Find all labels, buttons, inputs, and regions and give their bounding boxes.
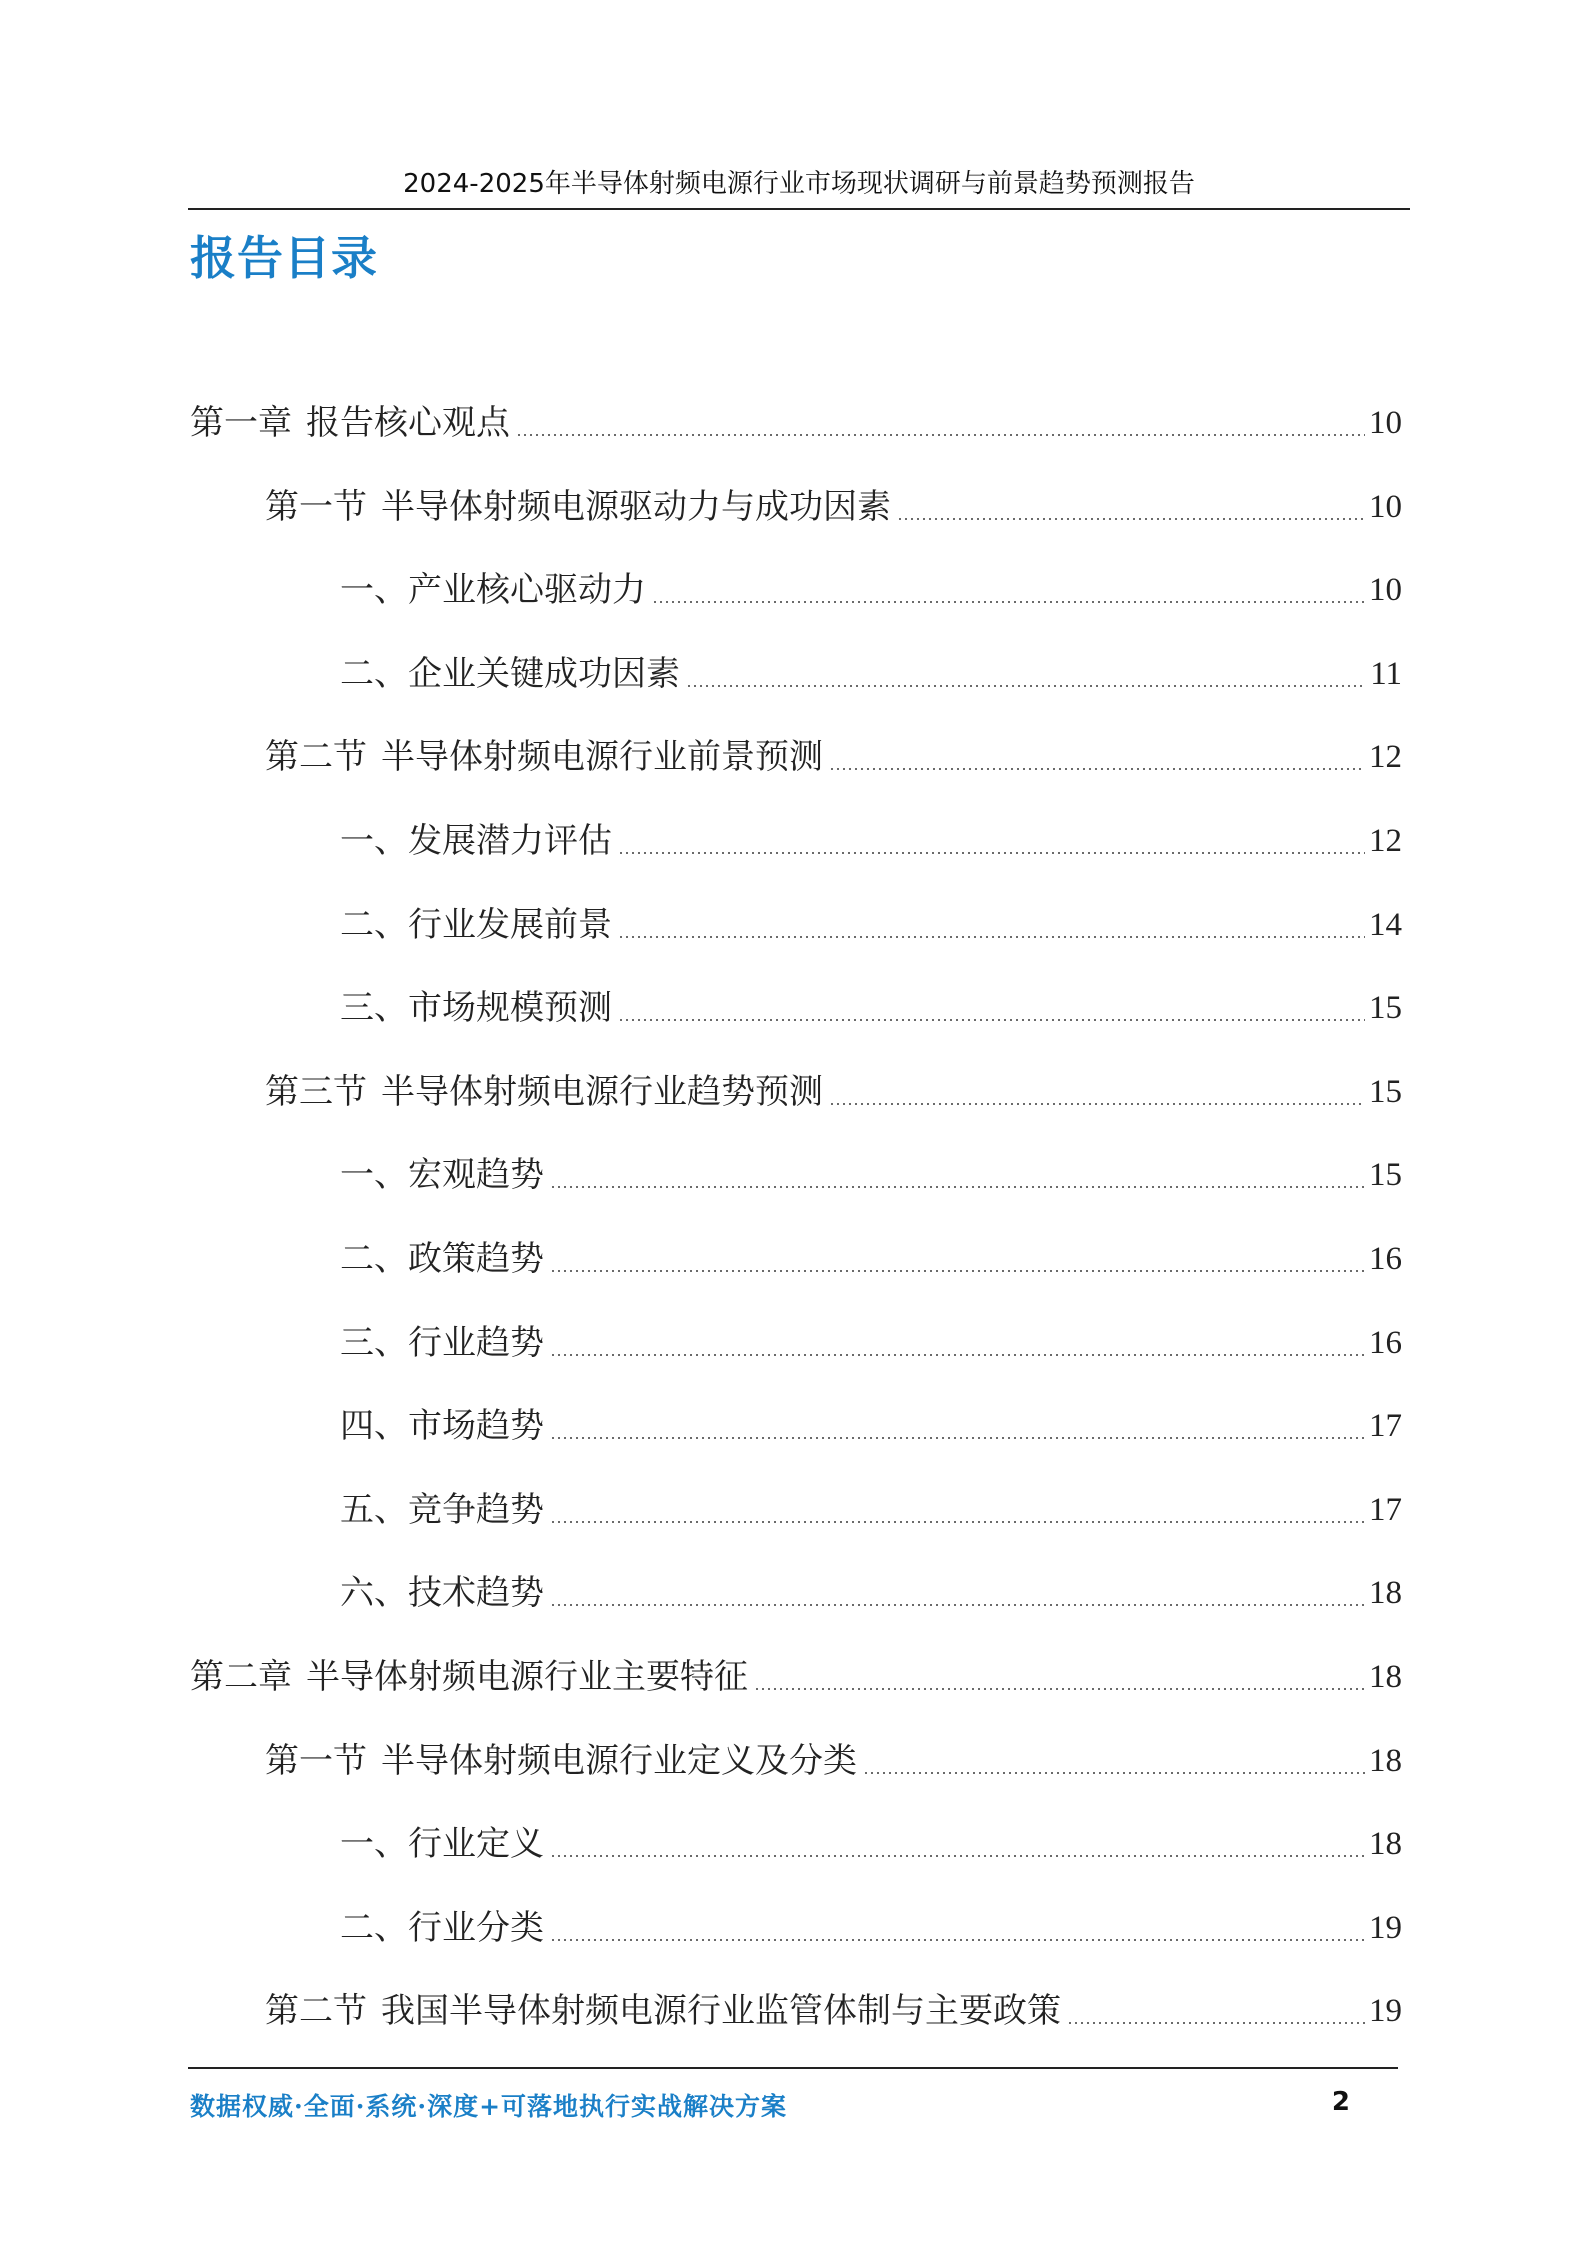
toc-entry-label (265, 1736, 857, 1786)
toc-entry-level-1[interactable] (190, 1652, 1402, 1702)
toc-entry-number: 第二节 (265, 1991, 367, 2031)
toc-entry-label (265, 1067, 823, 1117)
toc-entry-label (340, 1401, 544, 1451)
toc-entry-page: 12 (1369, 739, 1402, 775)
toc-dot-leader (652, 601, 1365, 603)
toc-entry-page: 19 (1369, 1993, 1402, 2029)
toc-dot-leader (550, 1855, 1365, 1857)
toc-dot-leader (618, 936, 1365, 938)
toc-entry-label (340, 1485, 544, 1535)
toc-entry-label (340, 1568, 544, 1618)
toc-entry-label (340, 1318, 544, 1368)
toc-entry-page: 15 (1369, 1157, 1402, 1193)
toc-entry-label (190, 398, 510, 448)
toc-entry-number: 三、 (340, 988, 408, 1028)
toc-entry-text: 企业关键成功因素 (408, 654, 680, 694)
toc-dot-leader (550, 1354, 1365, 1356)
toc-entry-number: 第一节 (265, 1741, 367, 1781)
toc-entry-text: 行业定义 (408, 1824, 544, 1864)
toc-entry-page: 18 (1369, 1743, 1402, 1779)
toc-dot-leader (550, 1521, 1365, 1523)
toc-dot-leader (618, 1019, 1365, 1021)
toc-entry-label (265, 732, 823, 782)
toc-entry-label (340, 816, 612, 866)
toc-entry-level-3[interactable] (340, 1150, 1402, 1200)
toc-entry-label (265, 482, 891, 532)
toc-entry-level-3[interactable] (340, 1568, 1402, 1618)
toc-entry-number: 第二章 (190, 1657, 292, 1697)
toc-entry-text: 我国半导体射频电源行业监管体制与主要政策 (381, 1991, 1061, 2031)
toc-entry-label (340, 1150, 544, 1200)
toc-dot-leader (686, 685, 1366, 687)
toc-entry-level-3[interactable] (340, 900, 1402, 950)
report-header-title: 2024-2025年半导体射频电源行业市场现状调研与前景趋势预测报告 (403, 169, 1195, 199)
toc-entry-page: 16 (1369, 1241, 1402, 1277)
toc-entry-text: 半导体射频电源驱动力与成功因素 (381, 487, 891, 527)
footer-divider (188, 2067, 1398, 2069)
toc-entry-page: 10 (1369, 572, 1402, 608)
toc-entry-level-3[interactable] (340, 983, 1402, 1033)
toc-entry-text: 半导体射频电源行业定义及分类 (381, 1741, 857, 1781)
toc-entry-text: 报告核心观点 (306, 403, 510, 443)
footer-page-number: 2 (1331, 2087, 1350, 2117)
toc-entry-text: 产业核心驱动力 (408, 570, 646, 610)
toc-entry-number: 第一节 (265, 487, 367, 527)
toc-entry-number: 第一章 (190, 403, 292, 443)
toc-entry-level-3[interactable] (340, 1234, 1402, 1284)
toc-entry-number: 五、 (340, 1490, 408, 1530)
toc-entry-number: 二、 (340, 1239, 408, 1279)
toc-entry-page: 15 (1369, 1074, 1402, 1110)
toc-entry-label (340, 649, 680, 699)
toc-dot-leader (897, 518, 1365, 520)
toc-entry-label (265, 1986, 1061, 2036)
toc-entry-text: 政策趋势 (408, 1239, 544, 1279)
toc-dot-leader (550, 1186, 1365, 1188)
toc-entry-text: 市场规模预测 (408, 988, 612, 1028)
toc-dot-leader (754, 1688, 1365, 1690)
toc-entry-number: 二、 (340, 1908, 408, 1948)
toc-entry-level-3[interactable] (340, 565, 1402, 615)
toc-entry-text: 半导体射频电源行业主要特征 (306, 1657, 748, 1697)
toc-entry-level-1[interactable] (190, 398, 1402, 448)
toc-entry-number: 一、 (340, 570, 408, 610)
toc-dot-leader (516, 434, 1365, 436)
toc-entry-number: 第三节 (265, 1072, 367, 1112)
toc-dot-leader (550, 1604, 1365, 1606)
toc-dot-leader (618, 852, 1365, 854)
toc-entry-text: 半导体射频电源行业趋势预测 (381, 1072, 823, 1112)
toc-entry-text: 半导体射频电源行业前景预测 (381, 737, 823, 777)
toc-entry-label (190, 1652, 748, 1702)
toc-entry-level-3[interactable] (340, 1318, 1402, 1368)
toc-entry-text: 行业分类 (408, 1908, 544, 1948)
toc-entry-level-2[interactable] (265, 482, 1402, 532)
toc-entry-number: 六、 (340, 1573, 408, 1613)
toc-entry-number: 二、 (340, 905, 408, 945)
toc-dot-leader (829, 1103, 1365, 1105)
toc-entry-level-2[interactable] (265, 1736, 1402, 1786)
toc-entry-page: 10 (1369, 405, 1402, 441)
toc-entry-level-2[interactable] (265, 1067, 1402, 1117)
toc-entry-number: 一、 (340, 1155, 408, 1195)
toc-dot-leader (829, 768, 1365, 770)
header-divider (188, 208, 1410, 210)
toc-entry-page: 15 (1369, 990, 1402, 1026)
toc-entry-number: 二、 (340, 654, 408, 694)
toc-dot-leader (1067, 2022, 1365, 2024)
toc-entry-label (340, 1234, 544, 1284)
toc-entry-page: 18 (1369, 1659, 1402, 1695)
toc-entry-label (340, 983, 612, 1033)
toc-entry-page: 14 (1369, 907, 1402, 943)
toc-entry-page: 17 (1369, 1408, 1402, 1444)
toc-entry-level-3[interactable] (340, 1903, 1402, 1953)
toc-entry-number: 一、 (340, 1824, 408, 1864)
toc-entry-level-2[interactable] (265, 1986, 1402, 2036)
toc-entry-text: 发展潜力评估 (408, 821, 612, 861)
toc-entry-page: 12 (1369, 823, 1402, 859)
toc-entry-level-2[interactable] (265, 732, 1402, 782)
toc-dot-leader (550, 1437, 1365, 1439)
toc-entry-page: 16 (1369, 1325, 1402, 1361)
toc-entry-text: 行业发展前景 (408, 905, 612, 945)
toc-entry-text: 市场趋势 (408, 1406, 544, 1446)
toc-dot-leader (550, 1939, 1365, 1941)
toc-entry-label (340, 1819, 544, 1869)
toc-entry-number: 三、 (340, 1323, 408, 1363)
toc-entry-page: 10 (1369, 489, 1402, 525)
toc-entry-level-3[interactable] (340, 1485, 1402, 1535)
toc-entry-label (340, 1903, 544, 1953)
toc-entry-number: 第二节 (265, 737, 367, 777)
toc-entry-level-3[interactable] (340, 649, 1402, 699)
toc-entry-text: 宏观趋势 (408, 1155, 544, 1195)
toc-entry-label (340, 900, 612, 950)
toc-entry-number: 四、 (340, 1406, 408, 1446)
toc-entry-level-3[interactable] (340, 816, 1402, 866)
toc-entry-text: 行业趋势 (408, 1323, 544, 1363)
toc-dot-leader (550, 1270, 1365, 1272)
toc-entry-number: 一、 (340, 821, 408, 861)
toc-heading: 报告目录 (190, 231, 378, 285)
toc-entry-text: 技术趋势 (408, 1573, 544, 1613)
toc-entry-page: 18 (1369, 1575, 1402, 1611)
toc-entry-page: 17 (1369, 1492, 1402, 1528)
toc-entry-level-3[interactable] (340, 1401, 1402, 1451)
toc-entry-level-3[interactable] (340, 1819, 1402, 1869)
toc-dot-leader (863, 1772, 1365, 1774)
toc-entry-page: 11 (1370, 656, 1402, 692)
toc-entry-label (340, 565, 646, 615)
toc-entry-page: 19 (1369, 1910, 1402, 1946)
toc-entry-page: 18 (1369, 1826, 1402, 1862)
toc-entry-text: 竞争趋势 (408, 1490, 544, 1530)
footer-slogan: 数据权威·全面·系统·深度+可落地执行实战解决方案 (190, 2092, 788, 2121)
